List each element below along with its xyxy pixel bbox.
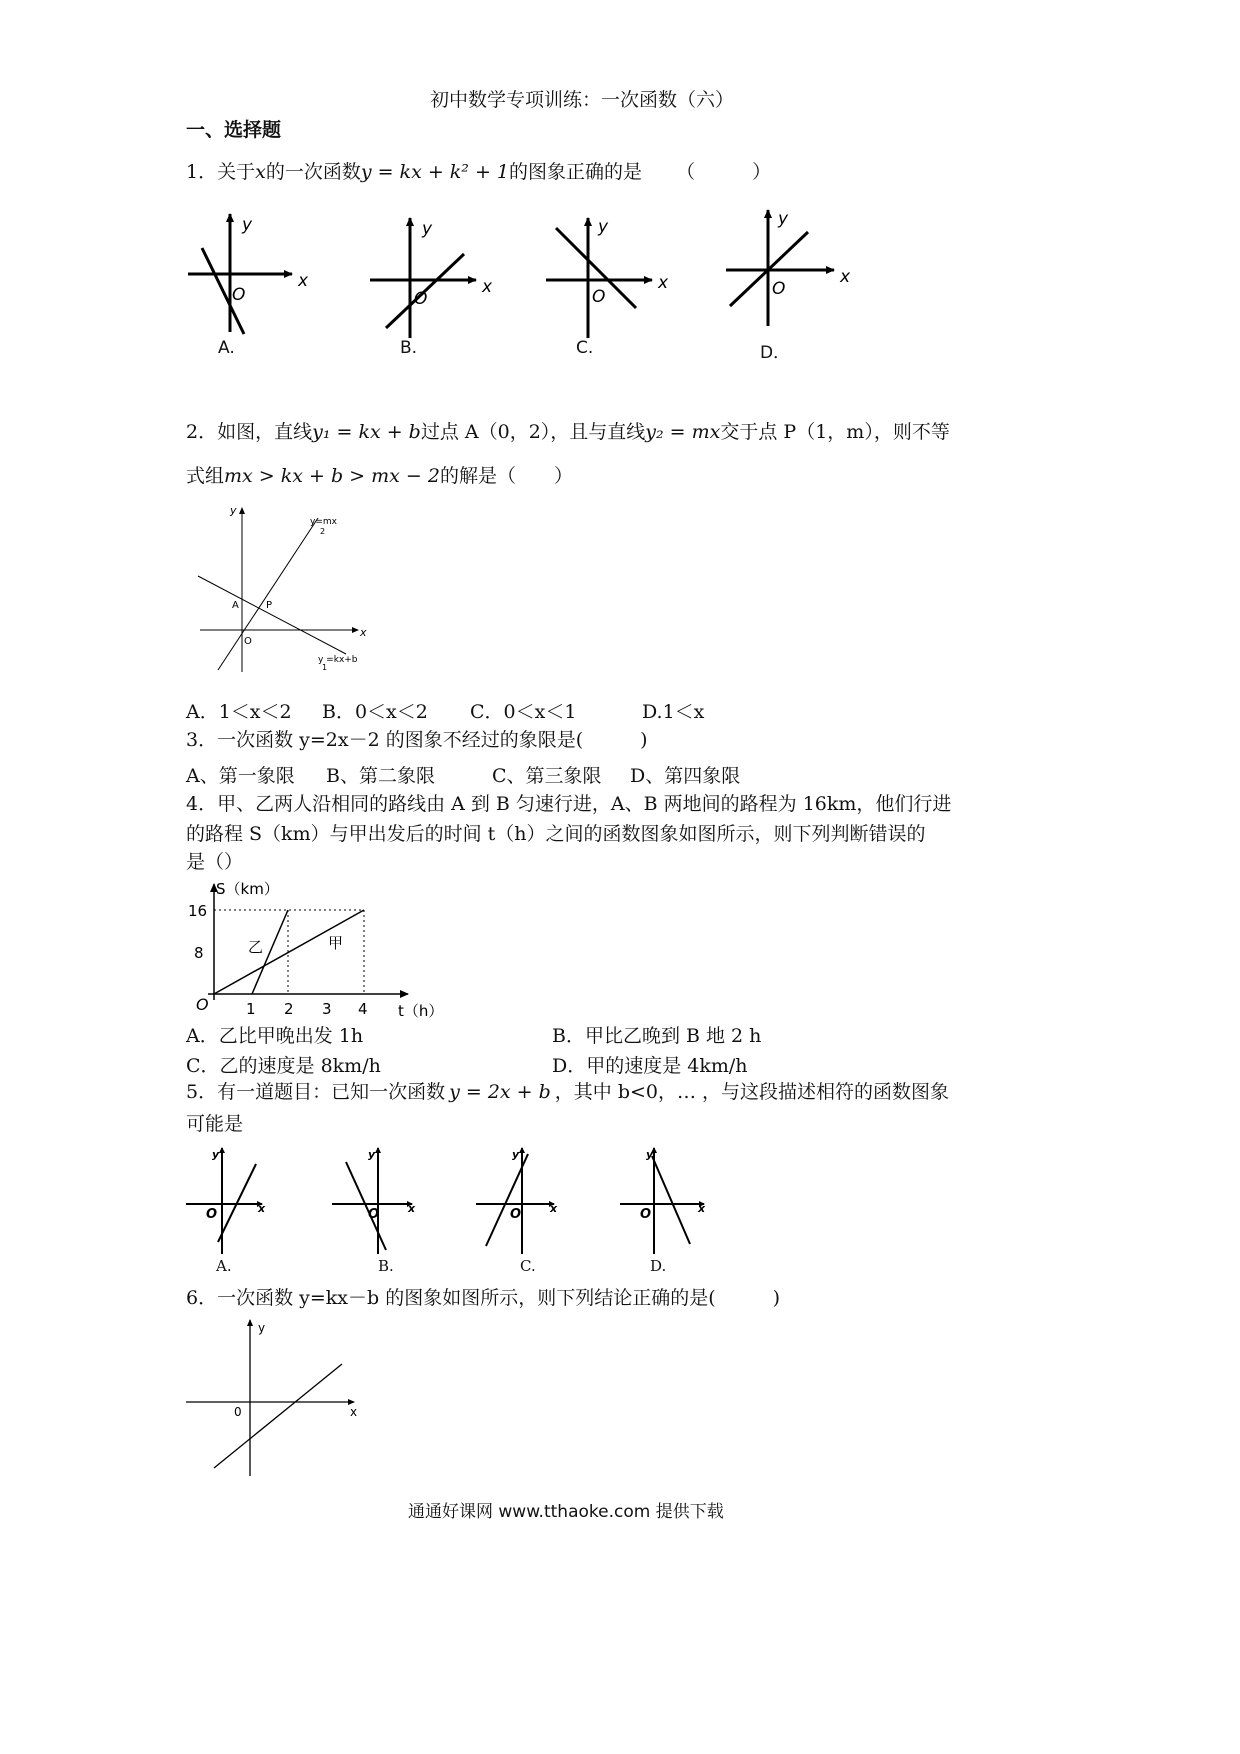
q5-a-ylabel: y xyxy=(212,1148,220,1161)
q3-option-c: C、第三象限 xyxy=(492,765,602,787)
q4-option-b: B．甲比乙晚到 B 地 2 h xyxy=(552,1025,762,1047)
q1-stem xyxy=(186,160,771,184)
q5-d-xlabel: x xyxy=(698,1202,706,1215)
q5-a-origin: O xyxy=(206,1207,218,1222)
q5-stem-line1 xyxy=(186,1080,949,1104)
q1-b-xlabel: x xyxy=(482,277,493,297)
q1-b-ylabel: y xyxy=(422,219,433,239)
q4-line-jia xyxy=(214,910,364,994)
q4-label-jia: 甲 xyxy=(328,934,344,952)
q2-label-y2: y=mx xyxy=(310,517,337,527)
q5-option-a: A. xyxy=(216,1257,232,1275)
q1-var-x: x xyxy=(255,161,266,183)
q1-option-d: D． xyxy=(760,343,791,363)
q2-fig-ylabel: y xyxy=(230,504,237,517)
q5-b-origin: O xyxy=(368,1207,380,1222)
q4-xtick-2: 2 xyxy=(284,1000,294,1018)
q2-figure xyxy=(190,504,380,676)
q5-a-xlabel: x xyxy=(258,1202,266,1215)
q3-option-d: D、第四象限 xyxy=(630,765,741,787)
q4-xtick-4: 4 xyxy=(358,1000,368,1018)
q5-option-b: B. xyxy=(378,1257,394,1275)
q1-answer-paren: （ ） xyxy=(676,161,772,183)
q2-option-d: D.1＜x xyxy=(642,701,705,723)
q2-stem-line1 xyxy=(186,420,950,444)
q1-stem-prefix: 1．关于 xyxy=(186,161,256,183)
q5-line1-a: 5．有一道题目：已知一次函数 xyxy=(186,1081,446,1103)
q1-stem-suffix: 的图象正确的是 xyxy=(509,161,643,183)
q2-inequality: mx > kx + b > mx − 2 xyxy=(224,465,440,487)
q5-d-ylabel: y xyxy=(646,1148,654,1161)
q6-ylabel: y xyxy=(258,1321,266,1335)
q4-label-yi: 乙 xyxy=(248,938,264,956)
q4-ytick-16: 16 xyxy=(188,902,208,920)
q2-stem-line2 xyxy=(186,464,573,488)
section-heading: 一、选择题 xyxy=(186,119,282,141)
q5-option-figures xyxy=(182,1142,722,1266)
q2-line1-b: 过点 A（0，2），且与直线 xyxy=(420,421,646,443)
q1-d-xlabel: x xyxy=(840,267,851,287)
q4-xtick-3: 3 xyxy=(322,1000,332,1018)
q2-line1-c: 交于点 P（1，m），则不等 xyxy=(720,421,950,443)
q1-a-ylabel: y xyxy=(242,215,253,235)
q5-graph-c xyxy=(476,1148,554,1254)
q5-c-ylabel: y xyxy=(512,1148,520,1161)
q1-c-xlabel: x xyxy=(658,273,669,293)
q2-point-p: P xyxy=(266,600,273,611)
q2-label-y1: y =kx+b xyxy=(318,655,358,665)
q2-label-y1-sub: 1 xyxy=(322,663,328,672)
q4-option-c: C．乙的速度是 8km/h xyxy=(186,1055,381,1077)
q1-option-a: A. xyxy=(218,338,235,358)
q6-origin: 0 xyxy=(234,1405,242,1419)
q1-formula: y = kx + k² + 1 xyxy=(360,161,510,183)
q1-b-origin: O xyxy=(414,289,428,309)
q5-formula: y = 2x + b xyxy=(449,1081,551,1103)
q5-graph-d xyxy=(620,1148,704,1254)
q2-formula-y2: y₂ = mx xyxy=(645,421,721,443)
q1-a-xlabel: x xyxy=(298,271,309,291)
q5-d-origin: O xyxy=(640,1207,652,1222)
q2-formula-y1: y₁ = kx + b xyxy=(312,421,421,443)
footer-text: 通通好课网 www.tthaoke.com 提供下载 xyxy=(408,1502,724,1522)
q2-option-a: A．1＜x＜2 xyxy=(186,701,292,723)
q4-stem-line2: 的路程 S（km）与甲出发后的时间 t（h）之间的函数图象如图所示，则下列判断错误的 xyxy=(186,823,926,845)
q1-option-figures xyxy=(180,208,880,358)
q1-c-origin: O xyxy=(592,287,606,307)
q5-stem-line2: 可能是 xyxy=(186,1113,244,1135)
q4-stem-line1: 4．甲、乙两人沿相同的路线由 A 到 B 匀速行进，A、B 两地间的路程为 16km，他们行进 xyxy=(186,793,952,815)
q6-figure xyxy=(184,1318,374,1478)
q2-line1-a: 2．如图，直线 xyxy=(186,421,313,443)
q4-option-d: D．甲的速度是 4km/h xyxy=(552,1055,748,1077)
q5-option-c: C. xyxy=(520,1257,536,1275)
q5-c-xlabel: x xyxy=(550,1202,558,1215)
q2-label-y2-sub: 2 xyxy=(320,527,326,536)
q2-option-b: B．0＜x＜2 xyxy=(322,701,428,723)
q5-b-xlabel: x xyxy=(408,1202,416,1215)
q5-graph-b xyxy=(332,1148,412,1254)
q5-b-ylabel: y xyxy=(368,1148,376,1161)
q5-graph-a xyxy=(186,1148,262,1254)
q6-xlabel: x xyxy=(350,1405,358,1419)
q2-option-c: C．0＜x＜1 xyxy=(470,701,577,723)
q2-point-a: A xyxy=(232,600,239,611)
q1-c-ylabel: y xyxy=(598,217,609,237)
q3-stem: 3．一次函数 y=2x－2 的图象不经过的象限是( ) xyxy=(186,729,648,751)
q1-option-b: B. xyxy=(400,338,418,358)
q4-ytick-8: 8 xyxy=(194,944,204,962)
q1-option-c: C. xyxy=(576,338,594,358)
q3-option-b: B、第二象限 xyxy=(326,765,435,787)
page-title: 初中数学专项训练：一次函数（六） xyxy=(430,89,735,111)
q3-option-a: A、第一象限 xyxy=(186,765,295,787)
q5-option-d: D. xyxy=(650,1257,667,1275)
q4-option-a: A．乙比甲晚出发 1h xyxy=(186,1025,364,1047)
q5-line1-b: ，其中 b<0，… ，与这段描述相符的函数图象 xyxy=(554,1081,950,1103)
q1-graph-a xyxy=(188,214,292,334)
q1-d-ylabel: y xyxy=(778,209,789,229)
q4-xlabel: t（h） xyxy=(398,1002,444,1020)
q4-stem-line3: 是（） xyxy=(186,851,244,873)
q1-stem-mid: 的一次函数 xyxy=(265,161,361,183)
q4-figure xyxy=(186,880,444,1024)
q4-ylabel: S（km） xyxy=(216,880,279,898)
q2-fig-xlabel: x xyxy=(360,626,367,639)
q5-c-origin: O xyxy=(510,1207,522,1222)
q1-d-origin: O xyxy=(772,279,786,299)
q4-xtick-1: 1 xyxy=(246,1000,256,1018)
q2-line2-a: 式组 xyxy=(186,465,225,487)
q2-line2-b: 的解是（ ） xyxy=(439,465,573,487)
q1-a-origin: O xyxy=(232,285,246,305)
q2-origin: O xyxy=(244,636,252,647)
q6-stem: 6．一次函数 y=kx－b 的图象如图所示，则下列结论正确的是( ) xyxy=(186,1287,781,1309)
q4-origin: O xyxy=(196,995,209,1014)
